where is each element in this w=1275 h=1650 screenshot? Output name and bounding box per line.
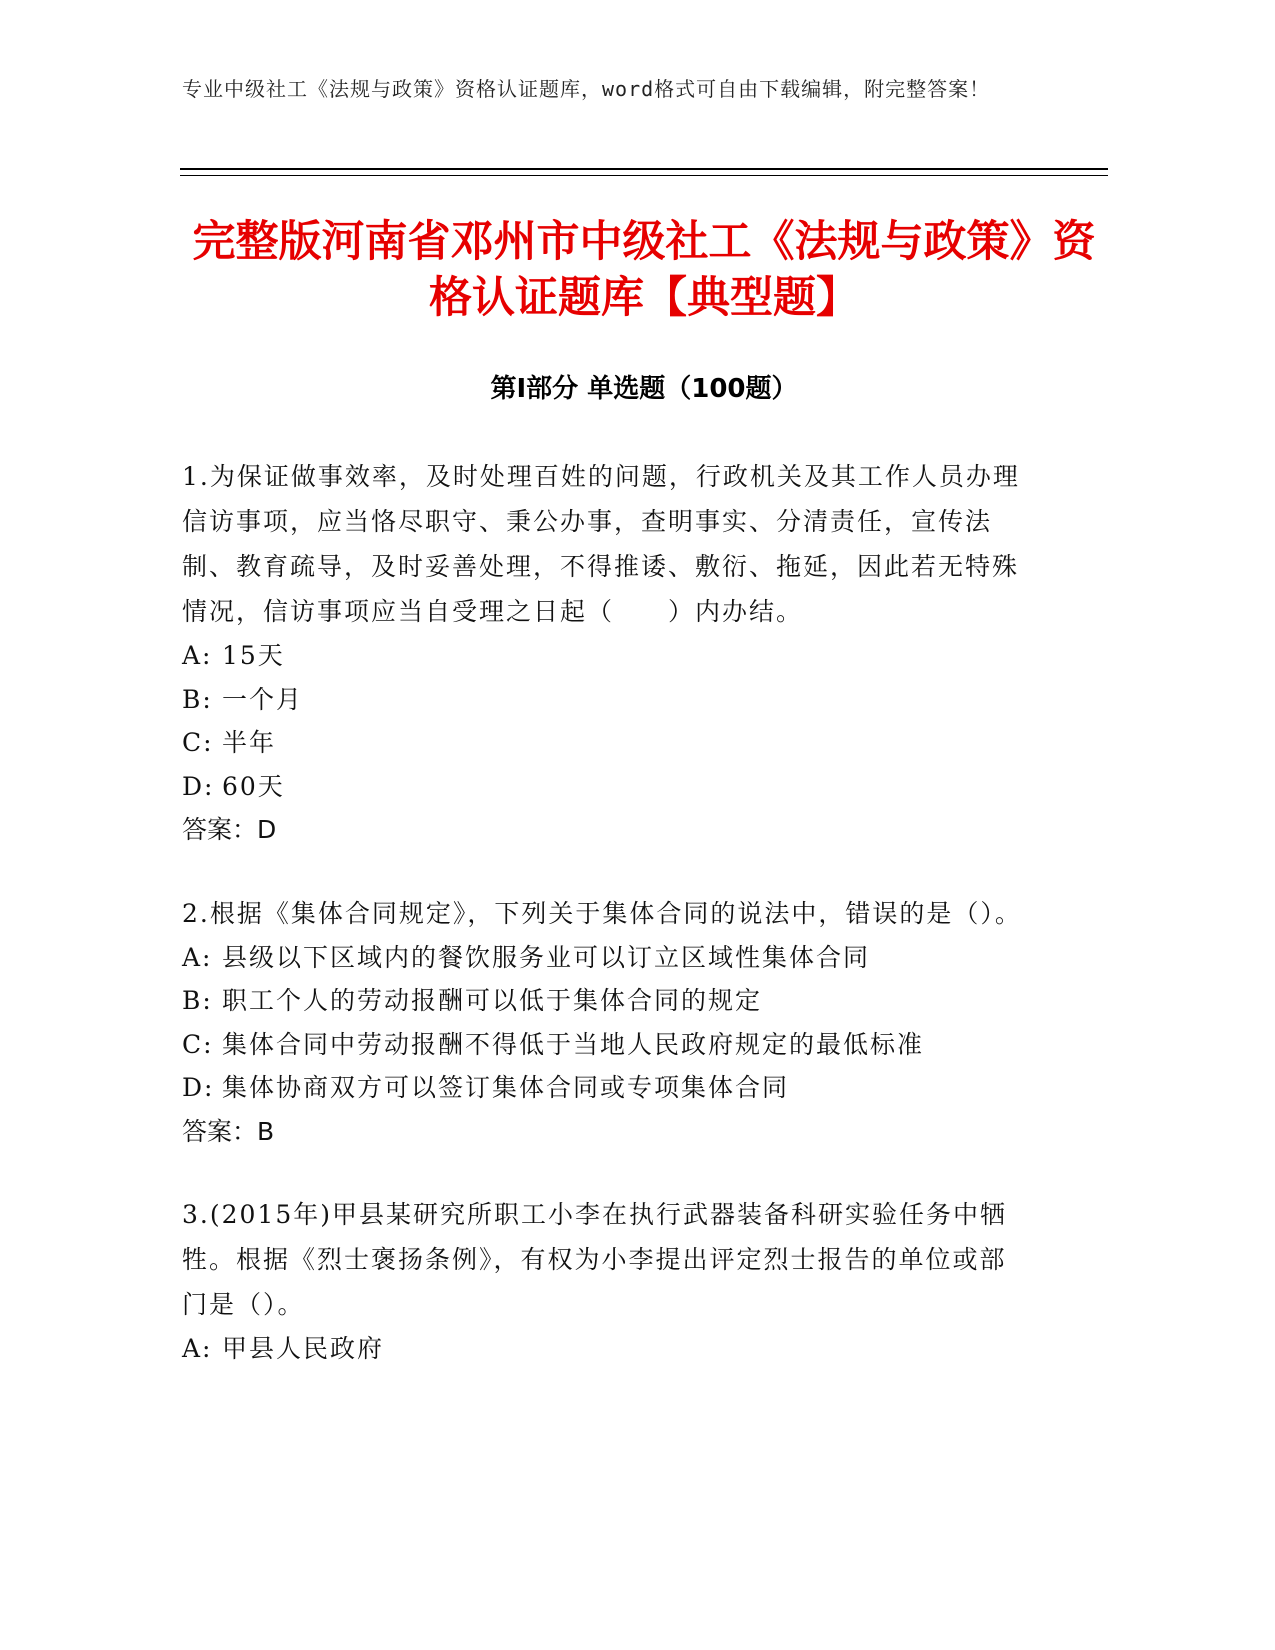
option-a <box>182 936 1027 980</box>
answer-line: 答案：D <box>182 815 277 844</box>
option-key: C: <box>182 1029 214 1059</box>
option-a <box>182 1327 1027 1371</box>
option-b <box>182 678 1027 722</box>
option-text: 一个月 <box>222 684 304 714</box>
option-key: B: <box>182 986 213 1015</box>
option-text: 职工个人的劳动报酬可以低于集体合同的规定 <box>222 986 763 1015</box>
header-divider-thin <box>180 175 1108 176</box>
question-stem: 2.根据《集体合同规定》，下列关于集体合同的说法中，错误的是（）。 <box>182 898 1022 928</box>
option-b <box>182 979 1027 1023</box>
option-key: D: <box>182 1073 215 1102</box>
question-stem: 3.(2015年)甲县某研究所职工小李在执行武器装备科研实验任务中牺牲。根据《烈士褒扬条例》，有权为小李提出评定烈士报告的单位或部门是（）。 <box>182 1200 1007 1319</box>
option-text: 集体协商双方可以签订集体合同或专项集体合同 <box>222 1073 790 1102</box>
option-key: A: <box>182 1334 213 1363</box>
question-list <box>182 454 1027 1410</box>
option-c <box>182 721 1027 765</box>
section-heading: 第Ⅰ部分 单选题（100题） <box>490 374 798 404</box>
option-text: 15天 <box>222 641 285 670</box>
question-item <box>182 891 1027 1154</box>
option-a <box>182 634 1027 678</box>
option-key: B: <box>182 684 213 714</box>
option-d <box>182 765 1027 809</box>
option-key: A: <box>182 641 213 670</box>
option-text: 集体合同中劳动报酬不得低于当地人民政府规定的最低标准 <box>222 1029 925 1059</box>
option-text: 县级以下区域内的餐饮服务业可以订立区域性集体合同 <box>222 942 871 972</box>
question-item <box>182 454 1027 852</box>
header-note: 专业中级社工《法规与政策》资格认证题库，word格式可自由下载编辑，附完整答案！ <box>182 77 991 101</box>
header-divider-thick <box>180 168 1108 170</box>
question-item <box>182 1192 1027 1371</box>
option-text: 60天 <box>222 771 285 801</box>
option-c <box>182 1023 1027 1067</box>
answer-line: 答案：B <box>182 1116 275 1146</box>
option-key: D: <box>182 771 215 801</box>
option-text: 半年 <box>222 728 277 757</box>
question-stem: 1.为保证做事效率，及时处理百姓的问题，行政机关及其工作人员办理信访事项，应当恪尽职守、秉公办事，查明事实、分清责任，宣传法制、教育疏导，及时妥善处理，不得推诿、敷衍、拖延，因此若无特殊情况，信访事项应当自受理之日起（ ）内办结。 <box>182 462 1020 626</box>
option-d <box>182 1066 1027 1110</box>
option-text: 甲县人民政府 <box>222 1334 385 1363</box>
document-title: 完整版河南省邓州市中级社工《法规与政策》资格认证题库【典型题】 <box>192 217 1096 323</box>
option-key: C: <box>182 728 214 757</box>
option-key: A: <box>182 942 213 972</box>
